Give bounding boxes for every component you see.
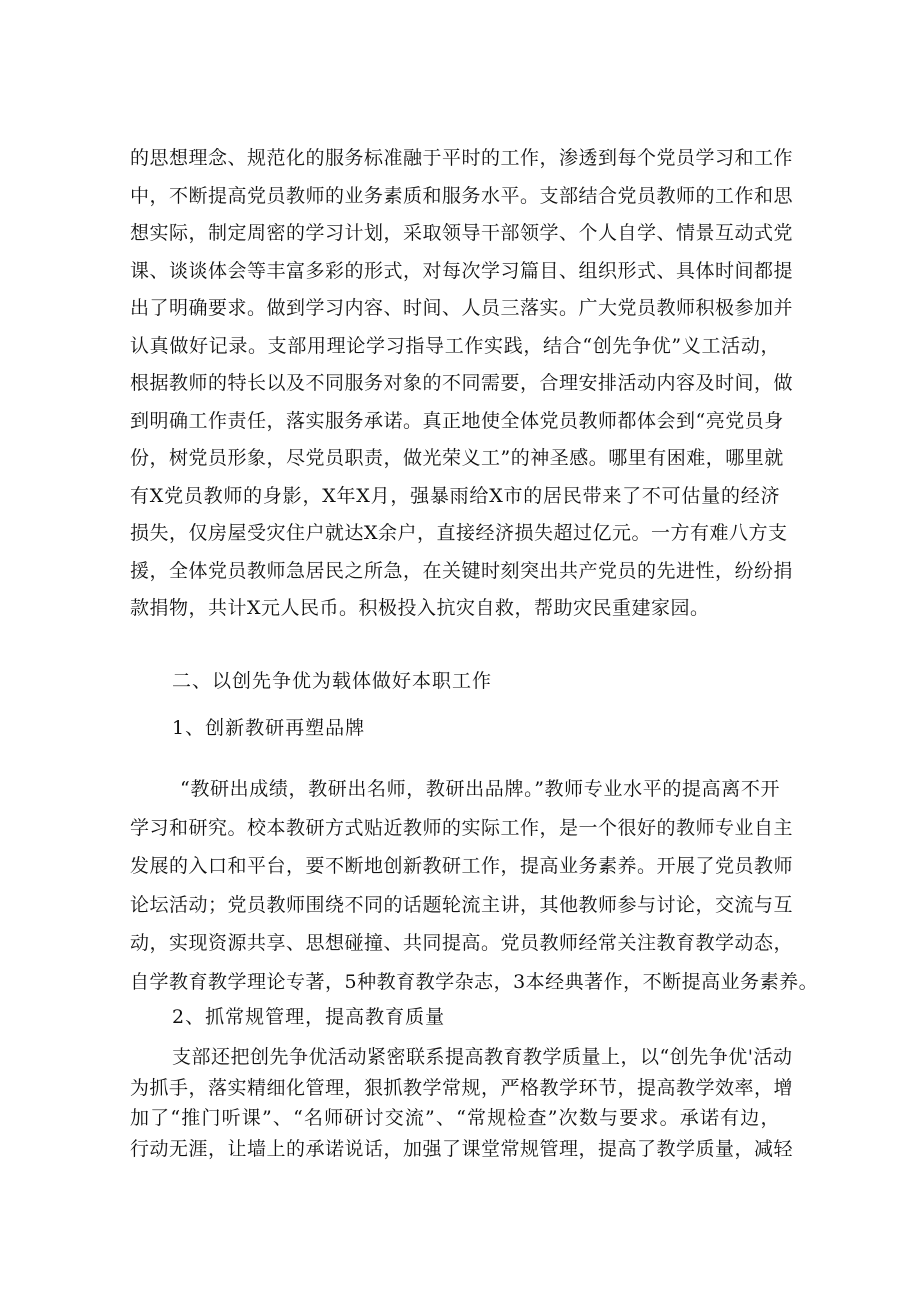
subsection-heading: 2、抓常规管理，提高教育质量 (172, 1006, 446, 1028)
paragraph-line: 行动无涯，让墙上的承诺说话，加强了课堂常规管理，提高了教学质量，减轻 (130, 1137, 794, 1160)
paragraph-line: 自学教育教学理论专著，5种教育教学杂志，3本经典著作，不断提高业务素养。 (130, 970, 819, 993)
paragraph-line: 支部还把创先争优活动紧密联系提高教育教学质量上，以“创先争优'活动 (172, 1046, 793, 1068)
paragraph-volunteer-activities (130, 140, 794, 628)
subsection-heading: 1、创新教研再塑品牌 (172, 717, 366, 739)
paragraph-line: 损失，仅房屋受灾住户就达X余户，直接经济损失超过亿元。一方有难八方支 (130, 522, 788, 544)
paragraph-line: 根据教师的特长以及不同服务对象的不同需要，合理安排活动内容及时间，做 (130, 372, 794, 394)
paragraph-line: 的思想理念、规范化的服务标准融于平时的工作，渗透到每个党员学习和工作 (130, 147, 794, 169)
paragraph-line: 款捐物，共计X元人民币。积极投入抗灾自救，帮助灾民重建家园。 (130, 597, 710, 619)
paragraph-teaching-research (130, 770, 819, 1002)
paragraph-routine-management (130, 1042, 794, 1164)
paragraph-line: 为抓手，落实精细化管理，狠抓教学常规，严格教学环节，提高教学效率，增 (130, 1076, 794, 1099)
paragraph-line: 学习和研究。校本教研方式贴近教师的实际工作，是一个很好的教师专业自主 (130, 816, 794, 839)
paragraph-line: 到明确工作责任，落实服务承诺。真正地使全体党员教师都体会到“亮党员身 (130, 409, 784, 432)
paragraph-line: 动，实现资源共享、思想碰撞、共同提高。党员教师经常关注教育教学动态， (130, 932, 794, 955)
section-heading: 二、以创先争优为载体做好本职工作 (172, 670, 493, 692)
paragraph-line: 份，树党员形象，尽党员职责，做光荣义工”的神圣感。哪里有困难，哪里就 (130, 447, 784, 469)
paragraph-line: 援，全体党员教师急居民之所急，在关键时刻突出共产党员的先进性，纷纷捐 (130, 559, 794, 582)
paragraph-line: 出了明确要求。做到学习内容、时间、人员三落实。广大党员教师积极参加并 (130, 297, 794, 319)
paragraph-line: “教研出成绩，教研出名师，教研出品牌。”教师专业水平的提高离不开 (180, 778, 780, 800)
paragraph-line: 加了“推门听课”、“名师研讨交流”、“常规检查”次数与要求。承诺有边， (130, 1107, 780, 1129)
paragraph-line: 中，不断提高党员教师的业务素质和服务水平。支部结合党员教师的工作和思 (130, 184, 794, 207)
paragraph-line: 想实际，制定周密的学习计划，采取领导干部领学、个人自学、情景互动式党 (130, 222, 794, 244)
paragraph-line: 论坛活动；党员教师围绕不同的话题轮流主讲，其他教师参与讨论，交流与互 (130, 893, 794, 916)
paragraph-line: 认真做好记录。支部用理论学习指导工作实践，结合“创先争优”义工活动， (130, 334, 780, 357)
paragraph-line: 课、谈谈体会等丰富多彩的形式，对每次学习篇目、组织形式、具体时间都提 (130, 259, 794, 282)
paragraph-line: 有X党员教师的身影，X年X月，强暴雨给X市的居民带来了不可估量的经济 (130, 484, 780, 507)
paragraph-line: 发展的入口和平台，要不断地创新教研工作，提高业务素养。开展了党员教师 (130, 855, 794, 878)
